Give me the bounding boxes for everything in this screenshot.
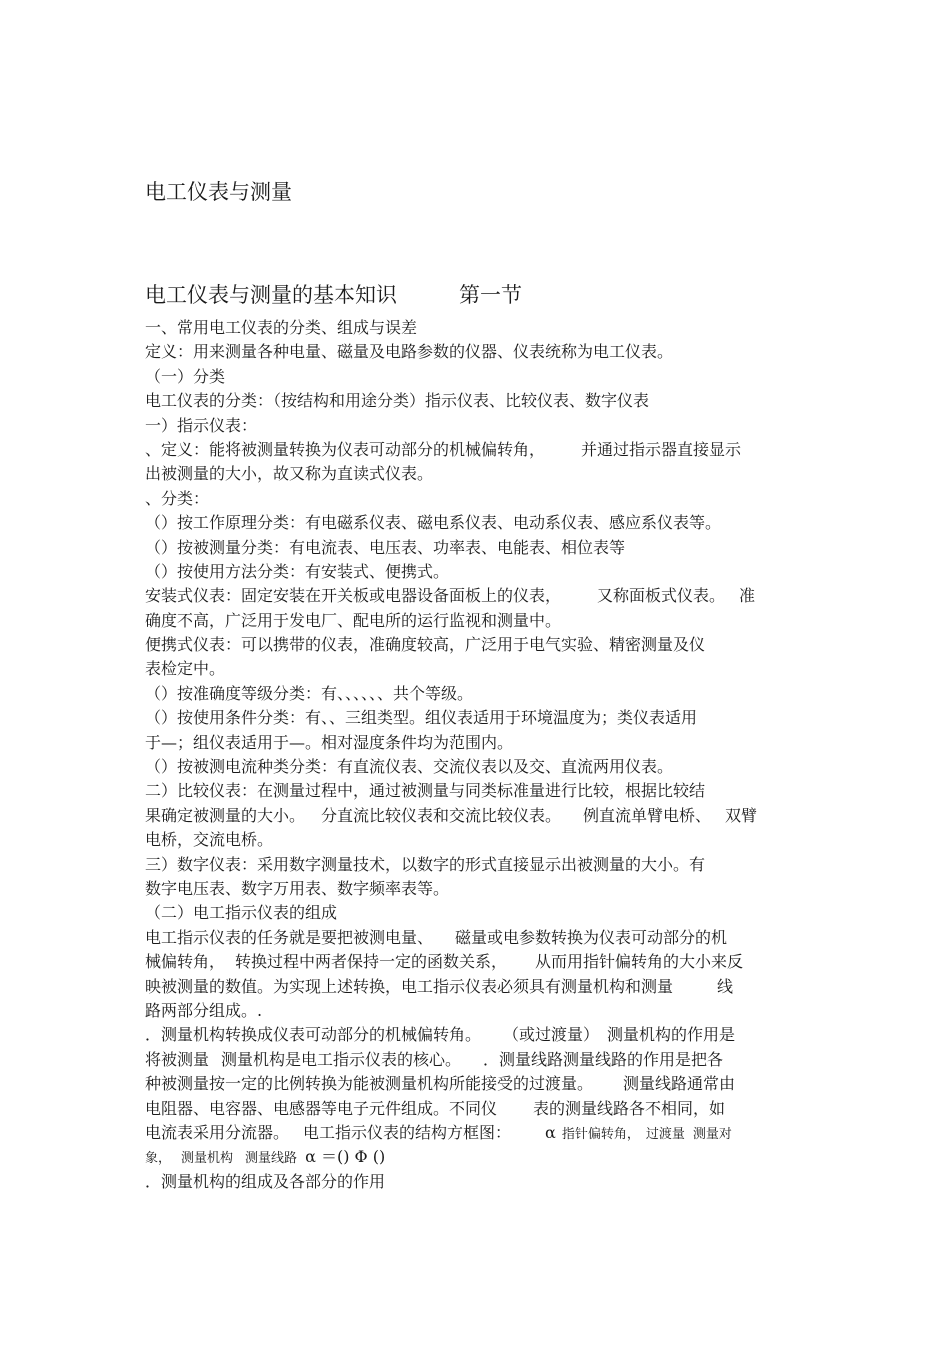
paragraph-line	[145, 804, 810, 828]
text-fragment: 械偏转角，	[145, 952, 226, 972]
text-fragment: 象	[145, 1151, 159, 1167]
text-fragment: 种被测量按一定的比例转换为能被测量机构所能接受的过渡量。	[145, 1074, 594, 1094]
paragraph-line	[145, 950, 810, 974]
text-fragment: 测量机构是电工指示仪表的核心。	[221, 1049, 462, 1069]
text-fragment: 并通过指示器直接显示	[581, 439, 742, 459]
paragraph-line: 表检定中。	[145, 659, 226, 679]
document-title: 电工仪表与测量	[145, 180, 292, 204]
text-fragment: 电流表采用分流器。	[145, 1122, 290, 1142]
text-fragment: 安装式仪表：固定安装在开关板或电器设备面板上的仪表，	[145, 586, 562, 606]
text-fragment: 指针偏转角	[561, 1126, 627, 1142]
paragraph-line: 电工仪表的分类：（按结构和用途分类）指示仪表、比较仪表、数字仪表	[145, 391, 650, 411]
paragraph-line: 数字电压表、数字万用表、数字频率表等。	[145, 878, 450, 898]
text-fragment: 电工指示仪表的任务就是要把被测电量、	[145, 927, 434, 947]
text-fragment: 、定义：能将被测量转换为仪表可动部分的机械偏转角，	[145, 439, 546, 459]
paragraph-line: 三）数字仪表：采用数字测量技术，以数字的形式直接显示出被测量的大小。有	[145, 854, 706, 874]
text-fragment: 从而用指针偏转角的大小来反	[535, 952, 744, 972]
text-fragment: 线	[717, 976, 734, 996]
text-fragment: 双臂	[725, 805, 758, 825]
text-fragment: 将被测量	[145, 1049, 210, 1069]
text-fragment: 转换过程中两者保持一定的函数关系，	[235, 952, 508, 972]
paragraph-line: （二）电工指示仪表的组成	[145, 903, 338, 923]
text-fragment: ．测量线路测量线路的作用是把各	[483, 1049, 724, 1069]
text-fragment: 测量机构	[181, 1151, 234, 1167]
text-fragment: 测量机构的作用是	[607, 1025, 736, 1045]
text-fragment: 又称面板式仪表。	[597, 586, 726, 606]
paragraph-line	[145, 1048, 810, 1072]
paragraph-line: 便携式仪表：可以携带的仪表，准确度较高，广泛用于电气实验、精密测量及仪	[145, 635, 706, 655]
text-fragment: 映被测量的数值。为实现上述转换，电工指示仪表必须具有测量机构和测量	[145, 976, 674, 996]
paragraph-line: 一）指示仪表：	[145, 415, 258, 435]
paragraph-line: 一、常用电工仪表的分类、组成与误差	[145, 318, 418, 337]
formula-text: α ＝() Φ ()	[305, 1147, 386, 1167]
text-fragment: 过渡量	[645, 1126, 685, 1142]
text-fragment: 测量线路通常由	[623, 1074, 736, 1094]
paragraph-line: （）按使用方法分类：有安装式、便携式。	[145, 561, 450, 581]
paragraph-line	[145, 1145, 810, 1169]
section-heading	[145, 279, 522, 309]
text-fragment: 测量对	[692, 1126, 732, 1142]
paragraph-line: 出被测量的大小，故又称为直读式仪表。	[145, 464, 434, 484]
paragraph-line: 二）比较仪表：在测量过程中，通过被测量与同类标准量进行比较，根据比较结	[145, 781, 706, 801]
paragraph-line	[145, 1023, 810, 1047]
paragraph-line: 定义：用来测量各种电量、磁量及电路参数的仪器、仪表统称为电工仪表。	[145, 342, 674, 362]
paragraph-line: （）按工作原理分类：有电磁系仪表、磁电系仪表、电动系仪表、感应系仪表等。	[145, 513, 722, 533]
paragraph-line: （）按准确度等级分类：有、、、、、、共个等级。	[145, 683, 474, 703]
text-fragment: （或过渡量）	[503, 1025, 600, 1045]
text-fragment: ，	[626, 1126, 640, 1142]
paragraph-line: ．测量机构的组成及各部分的作用	[145, 1171, 386, 1191]
text-fragment: 准	[739, 586, 756, 606]
text-fragment: α	[545, 1122, 556, 1142]
section-heading-text: 电工仪表与测量的基本知识	[145, 283, 397, 307]
paragraph-line	[145, 584, 810, 608]
section-number: 第一节	[459, 283, 522, 307]
text-fragment: 电阻器、电容器、电感器等电子元件组成。不同仪	[145, 1098, 498, 1118]
paragraph-line: 、分类：	[145, 488, 210, 508]
document-body	[145, 316, 810, 1194]
text-fragment: ．测量机构转换成仪表可动部分的机械偏转角。	[145, 1025, 482, 1045]
paragraph-line: （）按被测电流种类分类：有直流仪表、交流仪表以及交、直流两用仪表。	[145, 757, 674, 777]
text-fragment: 磁量或电参数转换为仪表可动部分的机	[455, 927, 728, 947]
text-fragment: ，	[158, 1151, 172, 1167]
paragraph-line: （）按使用条件分类：有、、三组类型。组仪表适用于环境温度为；类仪表适用	[145, 708, 698, 728]
paragraph-line	[145, 926, 810, 950]
paragraph-line: 电桥，交流电桥。	[145, 830, 274, 850]
paragraph-line: 确度不高，广泛用于发电厂、配电所的运行监视和测量中。	[145, 610, 562, 630]
paragraph-line: 路两部分组成。.	[145, 1000, 263, 1020]
paragraph-line	[145, 1097, 810, 1121]
paragraph-line: （一）分类	[145, 366, 226, 386]
text-fragment: 例直流单臂电桥、	[583, 805, 712, 825]
paragraph-line	[145, 1121, 810, 1145]
text-fragment: 测量线路	[245, 1151, 298, 1167]
paragraph-line: 于—；组仪表适用于—。相对湿度条件均为范围内。	[145, 732, 514, 752]
paragraph-line: （）按被测量分类：有电流表、电压表、功率表、电能表、相位表等	[145, 537, 626, 557]
text-fragment: 电工指示仪表的结构方框图：	[303, 1122, 512, 1142]
text-fragment: 表的测量线路各不相同，如	[533, 1098, 726, 1118]
text-fragment: 果确定被测量的大小。	[145, 805, 306, 825]
paragraph-line	[145, 1072, 810, 1096]
paragraph-line	[145, 975, 810, 999]
text-fragment: 分直流比较仪表和交流比较仪表。	[321, 805, 562, 825]
paragraph-line	[145, 438, 810, 462]
